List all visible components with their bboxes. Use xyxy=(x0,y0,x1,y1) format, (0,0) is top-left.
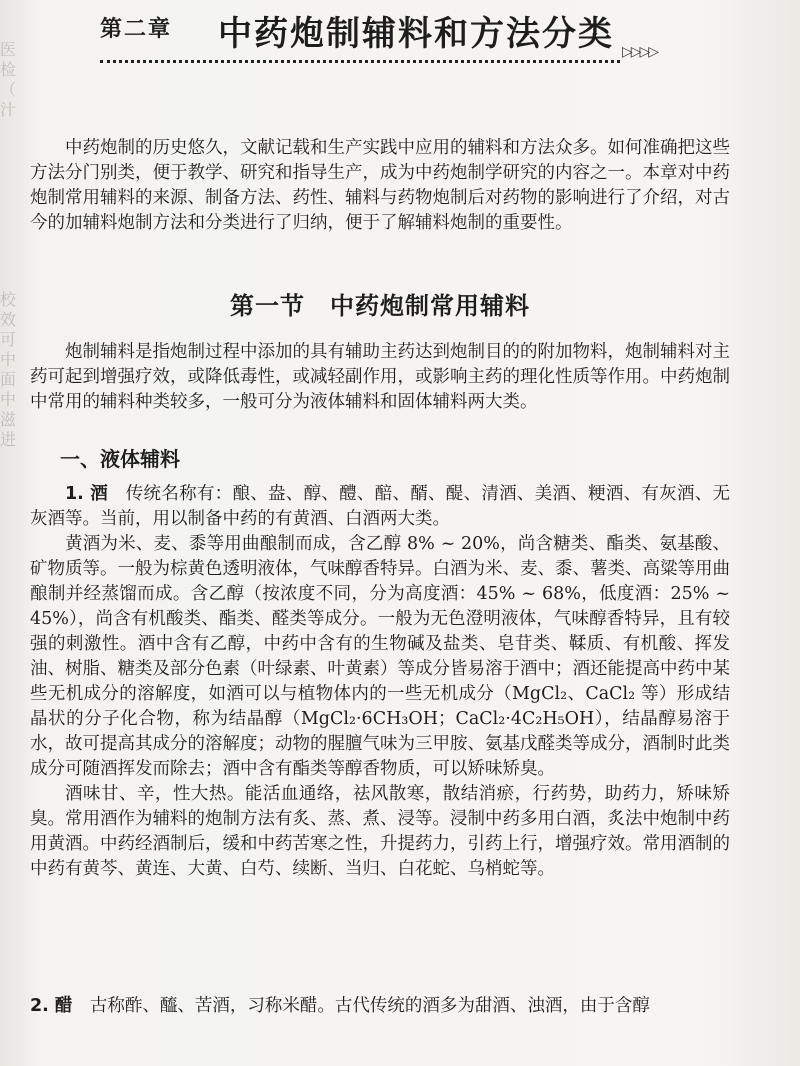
section-title: 第一节 中药炮制常用辅料 xyxy=(230,292,530,320)
section-intro xyxy=(30,340,730,415)
chapter-header-rule xyxy=(100,60,620,63)
bleed-through-text: 医 检 （ 汁 xyxy=(0,40,17,119)
chapter-header xyxy=(100,6,660,64)
triangle-arrows-icon: ▷▷▷▷ xyxy=(622,44,658,60)
subsection-title: 一、液体辅料 xyxy=(60,447,180,471)
item-vinegar-paragraph-1 xyxy=(30,994,730,1019)
intro-paragraph: 中药炮制的历史悠久，文献记载和生产实践中应用的辅料和方法众多。如何准确把这些方法分门别类，便于教学、研究和指导生产，成为中药炮制学研究的内容之一。本章对中药炮制常用辅料的来源、制备方法、药性、辅料与药物炮制后对药物的影响进行了介绍，对古今的加辅料炮制方法和分类进行了归纳，便于了解辅料炮制的重要性。 xyxy=(30,138,730,233)
section-intro-paragraph: 炮制辅料是指炮制过程中添加的具有辅助主药达到炮制目的的附加物料，炮制辅料对主药可起到增强疗效，或降低毒性，或减轻副作用，或影响主药的理化性质等作用。中药炮制中常用的辅料种类较多，一般可分为液体辅料和固体辅料两大类。 xyxy=(30,342,730,412)
bleed-through-text: 校 效 可 中 面 中 滋 进 xyxy=(0,290,17,449)
item-text: 古称酢、醯、苦酒，习称米醋。古代传统的酒多为甜酒、浊酒，由于含醇 xyxy=(89,996,650,1016)
item-wine-paragraph-2: 黄酒为米、麦、黍等用曲酿制而成，含乙醇 8% ~ 20%，尚含糖类、酯类、氨基酸、矿物质等。一般为棕黄色透明液体，气味醇香特异。白酒为米、麦、黍、薯类、高粱等用曲酿制并经蒸馏而成。含乙醇（按浓度不同，分为高度酒：45% ~ 68%，低度酒：25% ~ 45%），尚含有机酸类、酯类、醛类等成分。一般为无色澄明液体，气味醇香特异，且有较强的刺激性。酒中含有乙醇，中药中含有的生物碱及盐类、皂苷类、鞣质、有机酸、挥发油、树脂、糖类及部分色素（叶绿素、叶黄素）等成分皆易溶于酒中；酒还能提高中药中某些无机成分的溶解度，如酒可以与植物体内的一些无机成分（MgCl₂、CaCl₂ 等）形成结晶状的分子化合物，称为结晶醇（MgCl₂·6CH₃OH；CaCl₂·4C₂H₅OH），结晶醇易溶于水，故可提高其成分的溶解度；动物的腥膻气味为三甲胺、氨基戊醛类等成分，酒制时此类成分可随酒挥发而除去；酒中含有酯类等醇香物质，可以矫味矫臭。 xyxy=(30,534,730,779)
item-wine-paragraph-3: 酒味甘、辛，性大热。能活血通络，祛风散寒，散结消瘀，行药势，助药力，矫味矫臭。常用酒作为辅料的炮制方法有炙、蒸、煮、浸等。浸制中药多用白酒，炙法中炮制中药用黄酒。中药经酒制后，缓和中药苦寒之性，升提药力，引药上行，增强疗效。常用酒制的中药有黄芩、黄连、大黄、白芍、续断、当归、白花蛇、乌梢蛇等。 xyxy=(30,784,730,879)
item-vinegar xyxy=(30,994,730,1019)
chapter-label: 第二章 xyxy=(100,17,173,42)
item-number: 1. 酒 xyxy=(65,484,108,504)
chapter-title: 中药炮制辅料和方法分类 xyxy=(218,14,614,54)
item-number: 2. 醋 xyxy=(30,996,73,1016)
chapter-intro xyxy=(30,136,730,236)
item-wine-paragraph-1 xyxy=(30,482,730,532)
item-text: 传统名称有：酿、盎、醇、醴、醅、醑、醍、清酒、美酒、粳酒、有灰酒、无灰酒等。当前，用以制备中药的有黄酒、白酒两大类。 xyxy=(30,484,731,529)
item-wine xyxy=(30,482,730,882)
